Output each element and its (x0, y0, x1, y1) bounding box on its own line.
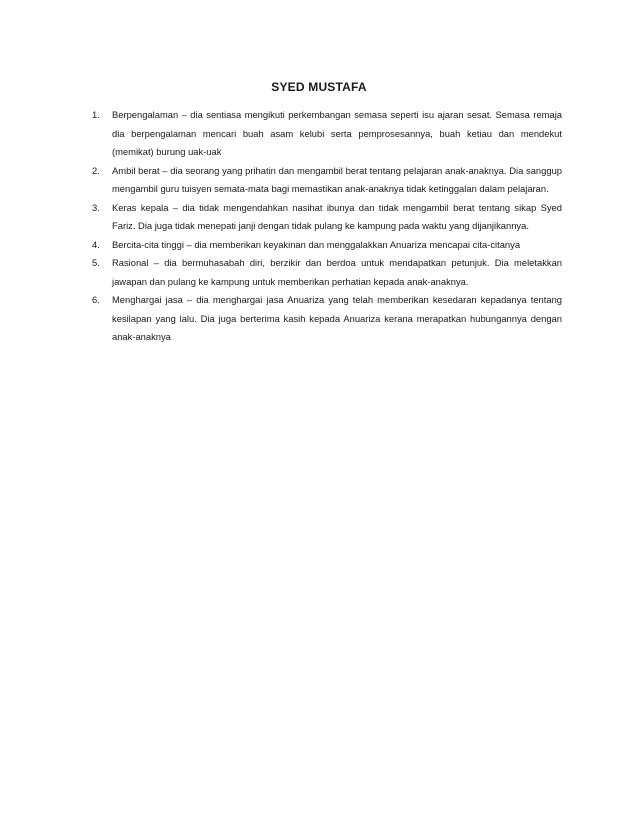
list-item (92, 291, 562, 347)
item-text: Bercita-cita tinggi – dia memberikan keyakinan dan menggalakkan Anuariza mencapai cita-citanya (112, 238, 521, 250)
list-item (92, 162, 562, 199)
list-item (92, 254, 562, 291)
item-text: Menghargai jasa – dia menghargai jasa Anuariza yang telah memberikan kesedaran kepadanya tentang kesilapan yang lalu. Dia juga berterima kasih kepada Anuariza kerana merapatkan hubungannya dengan anak-anaknya (112, 294, 562, 342)
item-number: 5. (92, 257, 100, 268)
trait-list (92, 106, 562, 347)
item-text: Keras kepala – dia tidak mengendahkan nasihat ibunya dan tidak mengambil berat tentang sikap Syed Fariz. Dia juga tidak menepati janji dengan tidak pulang ke kampung pada waktu yang dijanjikannya. (112, 201, 562, 231)
item-text: Rasional – dia bermuhasabah diri, berzikir dan berdoa untuk mendapatkan petunjuk. Dia meletakkan jawapan dan pulang ke kampung untuk memberikan perhatian kepada anak-anaknya. (112, 257, 562, 287)
document-title: SYED MUSTAFA (271, 80, 367, 94)
list-item (92, 199, 562, 236)
list-item (92, 106, 562, 162)
item-text: Berpengalaman – dia sentiasa mengikuti perkembangan semasa seperti isu ajaran sesat. Semasa remaja dia berpengalaman mencari buah asam kelubi serta pemprosesannya, buah ketiau dan mendekut (memikat) burung uak-uak (112, 109, 562, 157)
item-text: Ambil berat – dia seorang yang prihatin dan mengambil berat tentang pelajaran anak-anaknya. Dia sanggup mengambil guru tuisyen semata-mata bagi memastikan anak-anaknya tidak ketinggalan dalam pelajaran. (112, 164, 562, 194)
item-number: 2. (92, 164, 100, 176)
item-number: 1. (92, 109, 100, 120)
item-number: 6. (92, 294, 100, 305)
item-number: 4. (92, 238, 100, 250)
item-number: 3. (92, 201, 100, 213)
list-item (92, 236, 562, 255)
